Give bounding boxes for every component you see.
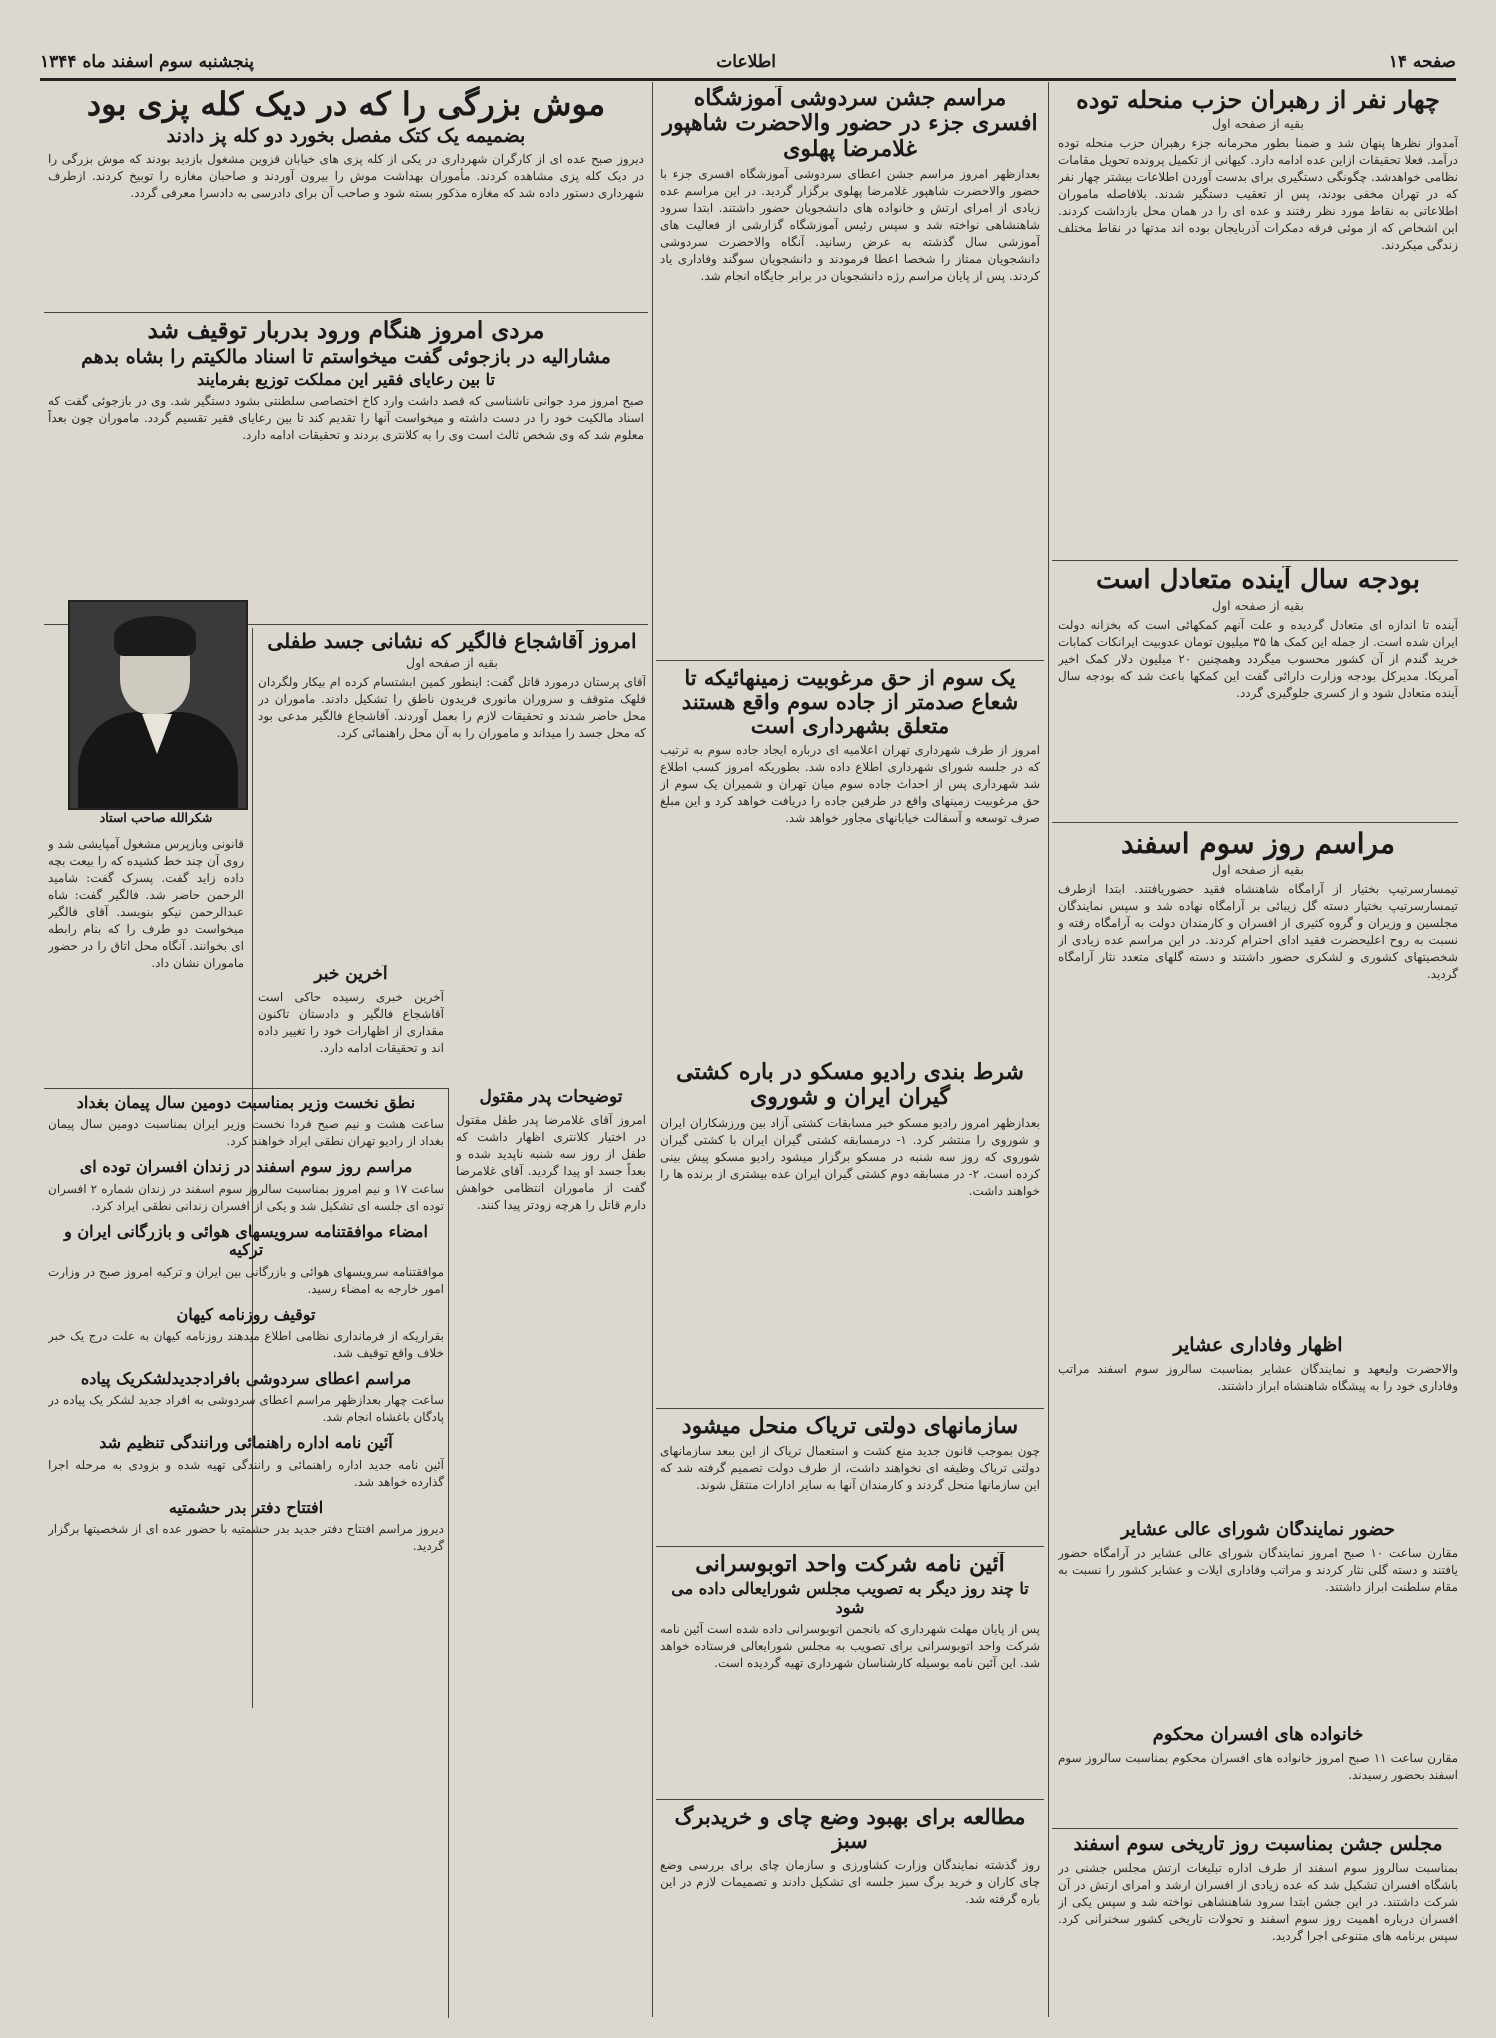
article-officer-families (1058, 1725, 1458, 1830)
brief-headline: مراسم اعطای سردوشی بافرادجدیدلشکریک پیاده (80, 1368, 412, 1388)
article-body: امروز از طرف شهرداری تهران اعلامیه ای درباره ایجاد جاده سوم به ترتیب که در جلسه شورای شهرداری اطلاع داده شد. بطوریکه امروز کسب اطلاع شد شهرداری پس از احداث جاده سوم میان تهران و شمیران یک سوم از حق مرغوبیت زمینهای واقع در طرفین جاده را دریافت خواهد کرد و این مبلغ صرف توسعه و آسفالت خیابانهای مجاور خواهد شد. (660, 743, 1040, 826)
headline: سازمانهای دولتی تریاک منحل میشود (681, 1414, 1019, 1439)
article-opium (660, 1414, 1040, 1544)
article-body: مقارن ساعت ۱۰ صبح امروز نمایندگان شورای عالی عشایر در آرامگاه حضور یافتند و دسته گلی نثار کردند و مراتب وفاداری ایلات و عشایر کشور را نسبت به مقام سلطنت ابراز داشتند. (1058, 1545, 1458, 1594)
article-tea (660, 1805, 1040, 2020)
article-tribal-loyalty (1058, 1335, 1458, 1515)
article-body: تیمسارسرتیپ بختیار از آرامگاه شاهنشاه فقید حضوریافتند. ابتدا ازطرف تیمسارسرتیپ بختیار دسته گل زیبائی بر آرامگاه نهاده شد و سپس نمایندگان مجلسین و وزیران و گروه کثیری از افسران و کارمندان دولت به آرامگاه رفته و نسبت به روح اعلیحضرت فقید ادای احترام کردند. در این مراسم عده زیادی از شخصیتهای کشوری و لشکری حضور داشتند و دسته گلهای متعدد نثار آرامگاه گردید. (1058, 882, 1458, 982)
column-divider (1048, 82, 1049, 2017)
brief-headline: امضاء موافقتنامه سرویسهای هوائی و بازرگانی ایران و ترکیه (64, 1221, 428, 1260)
article-body: امروز آقای غلامرضا پدر طفل مقتول در اختیار کلانتری اظهار داشت که طفل از روز سه شنبه ناپدید شده و بعداً جسد او پیدا گردید. آقای غلامرضا گفت از ماموران انتظامی خواهش دارم قاتل را هرچه زودتر پیدا کنند. (456, 1112, 646, 1212)
subheadline: تا چند روز دیگر به تصویب مجلس شورایعالی داده می شود (671, 1579, 1029, 1618)
article-body: آقای پرستان درمورد قاتل گفت: اینطور کمین ابشتسام کرده ام بیکار ولگردان فلهک متوقف و سروران مانوری فریدون ناطق را تشکیل دادند. ماموران در محل حاضر شدند و تحقیقات لازم را بعمل آوردند. آقاشجاع فالگیر مدعی بود که محل جسد را میداند و ماموران را به آن محل راهنمائی کرد. (258, 675, 646, 740)
photo-caption: شکرالله صاحب استاد (99, 810, 213, 825)
article-body: بمناسبت سالروز سوم اسفند از طرف اداره تبلیغات ارتش مجلس جشنی در باشگاه افسران تشکیل شد که عده زیادی از افسران ارشد و امرای ارتش در آن شرکت داشتند. در این جشن ابتدا سرود شاهنشاهی نواخته شد و سپس یکی از افسران درباره اهمیت روز سوم اسفند و تحولات تاریخی کشور سخنرانی کرد. سپس برنامه های متنوعی اجرا گردید. (1058, 1860, 1458, 1943)
article-bus-bylaws (660, 1552, 1040, 1797)
article-continuation (48, 832, 244, 1082)
column-divider (652, 82, 653, 2017)
brief-body: ساعت ۱۷ و نیم امروز بمناسبت سالروز سوم اسفند در زندان شماره ۲ افسران توده ای جلسه ای تشکیل شد و یکی از افسران زندانی نطقی ایراد کرد. (48, 1181, 444, 1213)
article-body: مقارن ساعت ۱۱ صبح امروز خانواده های افسران محکوم بمناسبت سالروز سوم اسفند بحضور رسیدند. (1058, 1750, 1458, 1782)
article-divider (1052, 822, 1458, 823)
headline: موش بزرگی را که در دیک کله پزی بود (86, 86, 606, 123)
article-divider (44, 1088, 448, 1089)
headline: مطالعه برای بهبود وضع چای و خریدبرگ سبز (674, 1805, 1026, 1854)
brief-body: ساعت چهار بعدازظهر مراسم اعطای سردوشی به افراد جدید لشکر یک پیاده در پادگان باغشاه انجام شد. (48, 1393, 444, 1425)
article-body: قانونی وبازپرس مشغول آمپایشی شد و روی آن چند خط کشیده که را بیعت بچه داده زاید گفت. پسرک گفت: شامید الرحمن حاضر شد. فالگیر گفت: شاه عبدالرحمن نیکو بنویسد. آقای فالگیر میخواست دو طرف را که بنام رابطه ای بخوانند. آنگاه محل اتاق را در حضور ماموران نشان داد. (48, 837, 244, 970)
continued-note: بقیه از صفحه اول (1211, 115, 1304, 131)
article-divider (656, 1408, 1044, 1409)
headline: شرط بندی رادیو مسکو در باره کشتی گیران ایران و شوروی (676, 1060, 1024, 1111)
headline: امروز آقاشجاع فالگیر که نشانی جسد طفلی (267, 630, 637, 653)
page-header (40, 52, 1456, 74)
issue-date: پنجشنبه سوم اسفند ماه ۱۳۴۴ (40, 52, 254, 72)
headline: اظهار وفاداری عشایر (1173, 1335, 1343, 1356)
article-divider (656, 1799, 1044, 1800)
headline: مجلس جشن بمناسبت روز تاریخی سوم اسفند (1073, 1834, 1443, 1855)
article-tudeh-leaders (1058, 86, 1458, 586)
article-body: صبح امروز مرد جوانی ناشناسی که قصد داشت وارد کاخ اختصاصی سلطنتی بشود دستگیر شد. وی در بازجوئی گفت که اسناد مالکیت خود را در دست داشته و میخواست آنها را تقدیم کند تا بین رعایای فقیر تقسیم گردد. ماموران چون بعداً معلوم شد که وی شخص ثالث است وی را به کلانتری بردند و تحقیقات ادامه دارد. (48, 394, 644, 443)
article-detained-man (48, 318, 644, 618)
article-celebration (1058, 1834, 1458, 2019)
brief-body: دیروز مراسم افتتاح دفتر جدید بدر حشمتیه با حضور عده ای از شخصیتها برگزار گردید. (48, 1522, 444, 1554)
column-divider (448, 1088, 449, 2018)
headline: آئین نامه شرکت واحد اتوبوسرانی (695, 1552, 1005, 1577)
subheadline: مشارالیه در بازجوئی گفت میخواستم تا اسناد مالکیتم را بشاه بدهم (81, 346, 611, 369)
page-number: صفحه ۱۴ (1388, 52, 1456, 72)
headline: آخرین خبر (314, 965, 388, 984)
article-divider (656, 660, 1044, 661)
headline: بودجه سال آینده متعادل است (1096, 566, 1420, 595)
continued-note: بقیه از صفحه اول (1211, 597, 1304, 613)
continued-note: بقیه از صفحه اول (1211, 862, 1304, 878)
headline: خانواده های افسران محکوم (1152, 1725, 1364, 1745)
headline: چهار نفر از رهبران حزب منحله توده (1076, 86, 1440, 114)
subheadline: بضمیمه یک کتک مفصل بخورد دو کله پز دادند (166, 124, 526, 147)
subheadline-2: تا بین رعایای فقیر این مملکت توزیع بفرمایند (197, 370, 495, 390)
continued-note: بقیه از صفحه اول (405, 655, 498, 670)
article-body: پس از پایان مهلت شهرداری که بانجمن اتوبوسرانی داده شده است آئین نامه شرکت واحد اتوبوسرانی برای تصویب به مجلس شورایعالی فرستاده خواهد شد. این آئین نامه بوسیله کارشناسان شهرداری تهیه گردیده است. (660, 1622, 1040, 1671)
brief-headline: توقیف روزنامه کیهان (176, 1304, 316, 1324)
brief-headline: آئین نامه اداره راهنمائی ورانندگی تنظیم شد (99, 1433, 393, 1453)
article-ceremony (1058, 828, 1458, 1328)
article-body: آینده تا اندازه ای متعادل گردیده و علت آنهم کمکهائی است که بخزانه دولت ایران شده است. از جمله این کمک ها ۳۵ میلیون تومان عدوبیت ایرانکات کمابات خرید گندم از آن کشور محسوب میگردد وهمچنین ۲۰ میلیون دلار کمک اخیر آمریکا. مدیرکل بودجه وزارت دارائی گفت این کمکها باعث شد که بودجه سال آینده متعادل شود و از کسری جلوگیری گردد. (1058, 617, 1458, 700)
article-body: چون بموجب قانون جدید منع کشت و استعمال تریاک از این ببعد سازمانهای دولتی تریاک وظیفه ای نخواهند داشت، از طرف دولت تصمیم گرفته شد که این سازمانها منحل گردند و کارمندان آنها به سایر ادارات منتقل شوند. (660, 1444, 1040, 1493)
brief-body: بقراریکه از فرمانداری نظامی اطلاع میدهند روزنامه کیهان به علت درج یک خبر خلاف واقع توقیف شد. (48, 1328, 444, 1360)
masthead: اطلاعات (716, 52, 776, 72)
brief-body: آئین نامه جدید اداره راهنمائی و رانندگی تهیه شده و بزودی به مرحله اجرا گذارده خواهد شد. (48, 1457, 444, 1489)
article-body: روز گذشته نمایندگان وزارت کشاورزی و سازمان چای برای بررسی وضع چای کاران و خرید برگ سبز جلسه ای تشکیل دادند و تصمیمات لازم در این باره گرفته شد. (660, 1858, 1040, 1907)
article-last-news (258, 965, 444, 1085)
article-body: بعدازظهر امروز رادیو مسکو خبر مسابقات کشتی آزاد بین ورزشکاران ایران و شوروی را منتشر کرد. ۱- درمسابقه کشتی گیران ایران با کشتی گیران شوروی که روز سه شنبه در مسکو برگزار میشود رادیو مسکو پیش بینی کرده است. ۲- در مسابقه دوم کشتی گیران ایران عده بیشتری از برنده ها را خواهند داشت. (660, 1115, 1040, 1198)
article-fortune-teller (258, 630, 646, 965)
news-briefs (48, 1094, 444, 2014)
brief-body: ساعت هشت و نیم صبح فردا نخست وزیر ایران بمناسبت دومین سال پیمان بغداد از رادیو تهران نطقی ایراد خواهند کرد. (48, 1117, 444, 1149)
article-road-land (660, 666, 1040, 1056)
headline: حضور نمایندگان شورای عالی عشایر (1121, 1520, 1395, 1540)
portrait-photo (68, 600, 248, 810)
article-body: دیروز صبح عده ای از کارگران شهرداری در یکی از کله پزی های خیابان قزوین مشغول بازدید بودند که موش بزرگی را در دیک کله پزی مشاهده کردند. مأموران بهداشت موش را بیرون آوردند و صاحبان مغازه را توبیخ کردند. ازطرف شهرداری دستور داده شد که مغازه مذکور بسته شود و صاحب آن برای دادرسی به دادسرا معرفی گردد. (48, 151, 644, 200)
article-tribal-council (1058, 1520, 1458, 1720)
brief-body: موافقتنامه سرویسهای هوائی و بازرگانی بین ایران و ترکیه امروز صبح در وزارت امور خارجه به امضاء رسید. (48, 1264, 444, 1296)
header-rule (40, 78, 1456, 81)
article-budget (1058, 566, 1458, 831)
headline: یک سوم از حق مرغوبیت زمینهائیکه تا شعاع صدمتر از جاده سوم واقع هستند متعلق بشهرداری است (681, 666, 1019, 739)
brief-headline: نطق نخست وزیر بمناسبت دومین سال پیمان بغداد (76, 1094, 416, 1112)
brief-headline: مراسم روز سوم اسفند در زندان افسران توده ای (79, 1157, 413, 1177)
article-father (456, 1088, 646, 2018)
headline: مردی امروز هنگام ورود بدربار توقیف شد (147, 318, 545, 344)
article-divider (1052, 1828, 1458, 1829)
brief-headline: افتتاح دفتر بدر حشمتیه (168, 1497, 324, 1517)
article-body: والاحضرت ولیعهد و نمایندگان عشایر بمناسبت سالروز سوم اسفند مراتب وفاداری خود را به پیشگاه شاهنشاه ابراز داشتند. (1058, 1361, 1458, 1393)
article-radio-moscow (660, 1060, 1040, 1405)
headline: مراسم جشن سردوشی آموزشگاه افسری جزء در حضور والاحضرت شاهپور غلامرضا پهلوی (662, 86, 1038, 162)
article-divider (1052, 560, 1458, 561)
article-officer-academy (660, 86, 1040, 656)
article-divider (44, 312, 648, 313)
article-mouse (48, 86, 644, 306)
headline: مراسم روز سوم اسفند (1121, 828, 1395, 860)
article-body: آمدواز نظرها پنهان شد و ضمنا بطور محرمانه جزء رهبران حزب منحله توده درآمد. فعلا تحقیقات ازاین عده ادامه دارد. کیهانی از تکمیل پرونده تحویل مقامات نظامی خواهدشد. چگونگی دستگیری برای بدست آوردن اطلاعات بیشتر چهار نفر که در تهران مخفی بودند، پس از تعقیب دستگیر شدند. بلافاصله ماموران اطلاعاتی به نقاط مورد نظر رفتند و عده ای را در همان محل بازداشت کردند. این اشخاص که از موئی فرقه دمکرات آذربایجان بوده اند مدتها در نقاط مختلف زندگی میکردند. (1058, 135, 1458, 252)
article-divider (656, 1546, 1044, 1547)
article-body: آخرین خبری رسیده حاکی است آقاشجاع فالگیر و دادستان تاکنون مقداری از اظهارات خود را تغییر داده اند و تحقیقات ادامه دارد. (258, 989, 444, 1055)
headline: توضیحات پدر مقتول (479, 1088, 623, 1107)
article-body: بعدازظهر امروز مراسم جشن اعطای سردوشی آموزشگاه افسری جزء با حضور والاحضرت شاهپور غلامرضا پهلوی برگزار گردید. در این مراسم عده زیادی از امرای ارتش و خانواده های دانشجویان حضور داشتند. ابتدا سرود شاهنشاهی نواخته شد و سپس رئیس آموزشگاه گزارشی از فعالیت های آموزشی سال گذشته به عرض رسانید. آنگاه والاحضرت سردوشی دانشجویان ممتاز را شخصا اعطا فرمودند و دانشجویان سوگند وفاداری یاد کردند. پس از پایان مراسم رژه دانشجویان در برابر جایگاه انجام شد. (660, 166, 1040, 283)
